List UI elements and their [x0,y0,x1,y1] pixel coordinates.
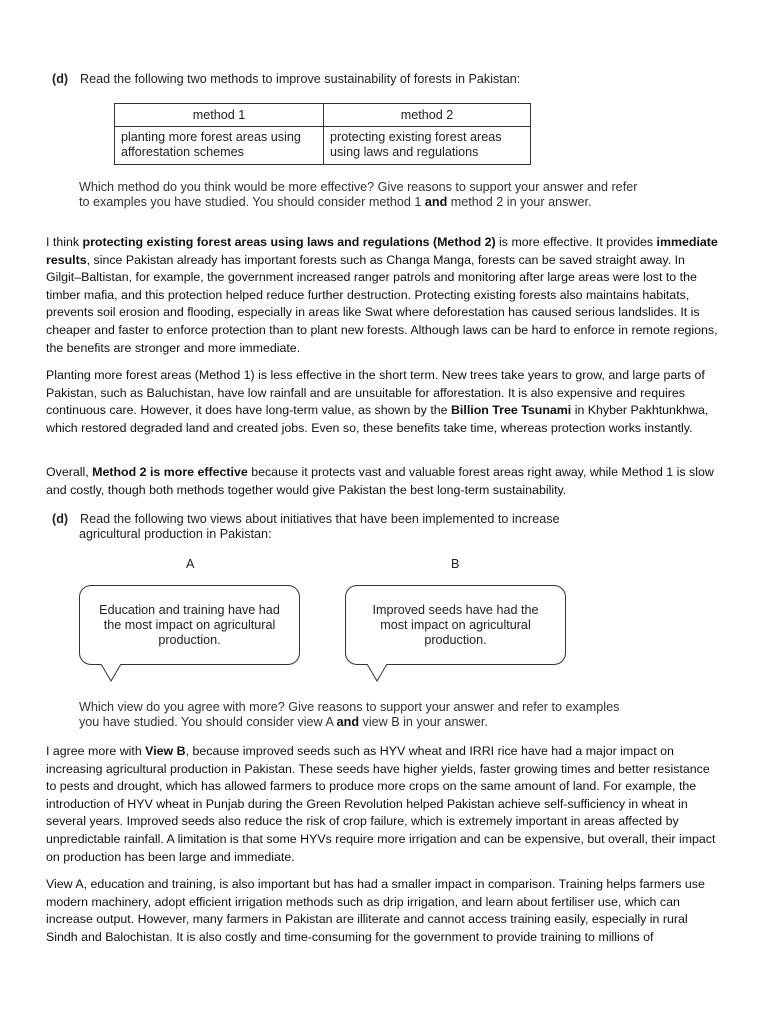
answer-2-paragraph-1 [46,743,722,866]
view-a-text: Education and training have had the most impact on agricultural production. [99,602,280,647]
answer-1-paragraph-1 [46,234,722,357]
text-run: View A, education and training, is also important but has had a smaller impact in comparison. Training helps farmers use modern machinery, adopt efficient irrigation methods such as drip irrigation, and learn about fertiliser use, which can increase output. However, many farmers in Pakistan are illiterate and cannot access training easily, especially in rural Sindh and Balochistan. It is also costly and time-consuming for the government to provide training to millions of [46,877,705,944]
text-run: because it protects vast and valuable forest areas right away, while Method 1 is slow and costly, though both methods together would give Pakistan the best long-term sustainability. [46,465,714,497]
answer-1-paragraph-2 [46,367,722,437]
prompt-2-part-1: Which view do you agree with more? Give reasons to support your answer and refer to examples you have studied. You should consider view A [79,700,620,729]
methods-table-header-row [115,104,531,127]
bold-run: View B [145,744,186,758]
text-run: Overall, [46,465,93,479]
methods-table-header-2: method 2 [324,104,531,127]
prompt-1-and: and [424,195,448,209]
speech-bubble-tail-icon [100,664,122,682]
methods-table-cell-1: planting more forest areas using afforestation schemes [115,127,324,165]
methods-table-row [115,127,531,165]
text-run: I agree more with [46,744,146,758]
question-2-heading [52,512,632,527]
bold-run: Billion Tree Tsunami [450,403,572,418]
question-1-number: (d) [52,72,69,86]
prompt-2-part-2: view B in your answer. [359,715,488,729]
view-a-speech-bubble [79,585,300,665]
text-run: is more effective. It provides [495,235,657,249]
question-2-text-line-1: Read the following two views about initiatives that have been implemented to increase [80,512,560,526]
question-1-heading [52,72,520,87]
bold-run: immediate results [46,235,718,267]
answer-1-paragraph-3 [46,464,722,499]
methods-table-header-1: method 1 [115,104,324,127]
text-run: Planting more forest areas (Method 1) is less effective in the short term. New trees take years to grow, and large parts of Pakistan, such as Baluchistan, have low rainfall and are unsuitable for afforestation. It is also expensive and requires continuous care. However, it does have long-term value, as shown by the [46,368,705,418]
text-run: in Khyber Pakhtunkhwa, which restored degraded land and created jobs. Even so, these benefits take time, whereas protection works instantly. [46,403,709,435]
prompt-1-part-2: method 2 in your answer. [447,195,592,209]
question-2-prompt [79,700,639,730]
view-b-label: B [451,557,460,571]
bold-run: protecting existing forest areas using laws and regulations (Method 2) [82,235,496,249]
bold-run: Method 2 is more effective [92,465,248,479]
text-run: , because improved seeds such as HYV wheat and IRRI rice have had a major impact on increasing agricultural production in Pakistan. These seeds have higher yields, faster growing times and better resistance to pests and drought, which has allowed farmers to produce more crops on the same amount of land. For example, the introduction of HYV wheat in Punjab during the Green Revolution helped Pakistan achieve self-sufficiency in wheat in several years. Improved seeds also reduce the risk of crop failure, which is extremely important in areas affected by unpredictable rainfall. A limitation is that some HYVs require more irrigation and can be expensive, but overall, their impact on production has been large and immediate. [46,744,716,864]
speech-bubble-tail-icon [366,664,388,682]
methods-table-cell-2: protecting existing forest areas using laws and regulations [324,127,531,165]
text-run: I think [46,235,83,249]
view-a-label: A [186,557,195,571]
view-b-text: Improved seeds have had the most impact on agricultural production. [372,602,539,647]
text-run: , since Pakistan already has important forests such as Changa Manga, forests can be saved straight away. In Gilgit–Baltistan, for example, the government increased ranger patrols and monitoring after large areas were lost to the timber mafia, and this protection helped reduce further destruction. Protecting existing forests also maintains habitats, prevents soil erosion and flooding, especially in areas like Swat where deforestation has caused serious landslides. It is cheaper and faster to enforce protection than to plant new forests. Although laws can be hard to enforce in remote regions, the benefits are stronger and more immediate. [46,252,718,355]
question-2-text-line-2: agricultural production in Pakistan: [79,527,272,541]
prompt-1-part-1: Which method do you think would be more effective? Give reasons to support your answer and refer to examples you have studied. You should consider method 1 [79,180,638,209]
question-1-text: Read the following two methods to improve sustainability of forests in Pakistan: [80,72,521,86]
question-2-number: (d) [52,512,69,526]
view-b-speech-bubble [345,585,566,665]
methods-table [114,103,531,165]
question-1-prompt [79,180,639,210]
answer-2-paragraph-2 [46,876,722,946]
prompt-2-and: and [336,715,360,729]
